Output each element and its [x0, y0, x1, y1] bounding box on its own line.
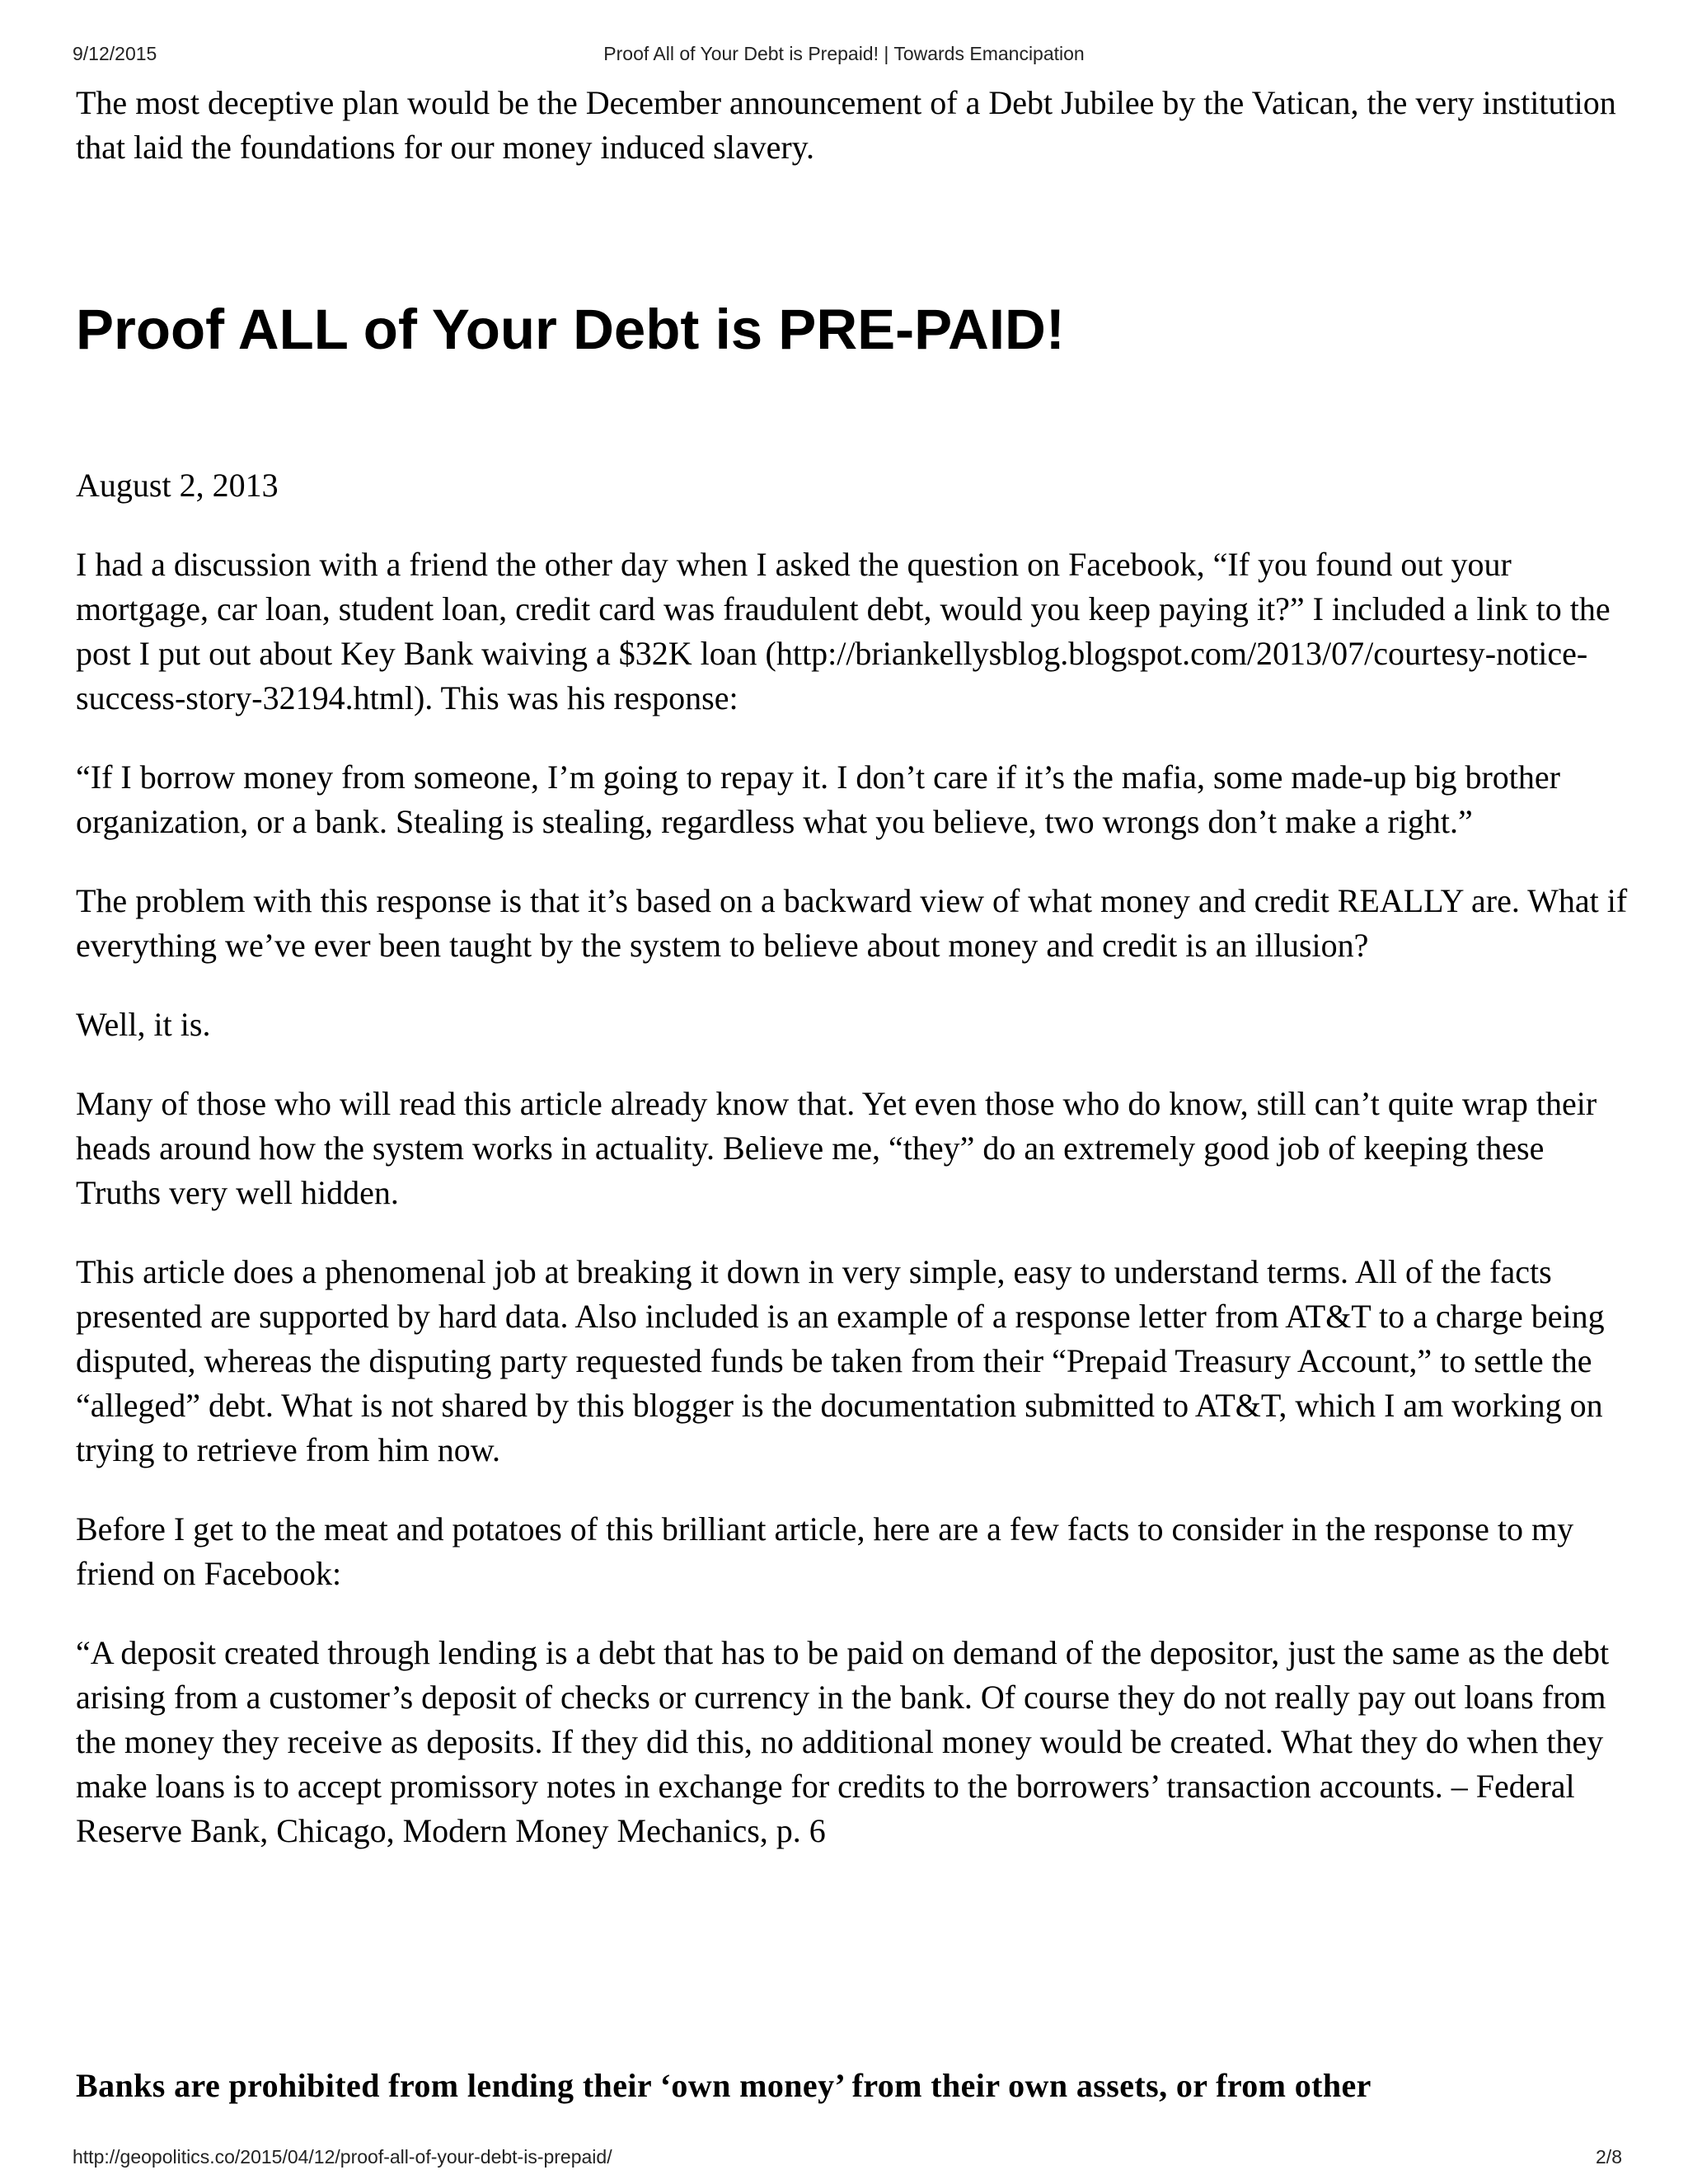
print-date: 9/12/2015 [73, 43, 157, 64]
article-date: August 2, 2013 [76, 467, 279, 504]
print-url: http://geopolitics.co/2015/04/12/proof-all-of-your-debt-is-prepaid/ [73, 2146, 612, 2168]
intro-paragraph: The most deceptive plan would be the December announcement of a Debt Jubilee by the Vatican, the very institution that laid the foundations for our money induced slavery. [76, 84, 1616, 166]
bold-subheading: Banks are prohibited from lending their ‘own money’ from their own assets, or from other [76, 2067, 1372, 2104]
paragraph-fed-quote: “A deposit created through lending is a debt that has to be paid on demand of the depositor, just the same as the debt arising from a customer’s deposit of checks or currency in the bank. Of course they do not really pay out loans from the money they receive as deposits. If they did this, no additional money would be created. What they do when they make loans is to accept promissory notes in exchange for credits to the borrowers’ transaction accounts. – Federal Reserve Bank, Chicago, Modern Money Mechanics, p. 6 [76, 1634, 1610, 1849]
paragraph-discussion: I had a discussion with a friend the other day when I asked the question on Facebook, “If you found out your mortgage, car loan, student loan, credit card was fraudulent debt, would you keep paying it?” I included a link to the post I put out about Key Bank waiving a $32K loan (http://briankellysblog.blogspot.com/2013/07/courtesy-notice-success-story-32194.html). This was his response: [76, 546, 1611, 716]
paragraph-well: Well, it is. [76, 1006, 211, 1043]
page-content [76, 81, 1634, 2104]
paragraph-this-article: This article does a phenomenal job at breaking it down in very simple, easy to understand terms. All of the facts presented are supported by hard data. Also included is an example of a response letter from AT&T to a charge being disputed, whereas the disputing party requested funds be taken from their “Prepaid Treasury Account,” to settle the “alleged” debt. What is not shared by this blogger is the documentation submitted to AT&T, which I am working on trying to retrieve from him now. [76, 1253, 1605, 1468]
article-title: Proof ALL of Your Debt is PRE-PAID! [76, 298, 1065, 361]
paragraph-friend-quote: “If I borrow money from someone, I’m going to repay it. I don’t care if it’s the mafia, some made-up big brother organization, or a bank. Stealing is stealing, regardless what you believe, two wrongs don’t make a right.” [76, 759, 1560, 840]
print-header [0, 43, 1688, 68]
paragraph-many: Many of those who will read this article already know that. Yet even those who do know, still can’t quite wrap their heads around how the system works in actuality. Believe me, “they” do an extremely good job of keeping these Truths very well hidden. [76, 1085, 1597, 1211]
paragraph-problem: The problem with this response is that it’s based on a backward view of what money and credit REALLY are. What if everything we’ve ever been taught by the system to believe about money and credit is an illusion? [76, 882, 1628, 964]
article-body [76, 542, 1634, 1888]
paragraph-before: Before I get to the meat and potatoes of this brilliant article, here are a few facts to consider in the response to my friend on Facebook: [76, 1510, 1574, 1592]
print-page-title: Proof All of Your Debt is Prepaid! | Towards Emancipation [603, 43, 1085, 64]
page-number: 2/8 [1596, 2146, 1622, 2168]
print-footer [0, 2146, 1688, 2171]
